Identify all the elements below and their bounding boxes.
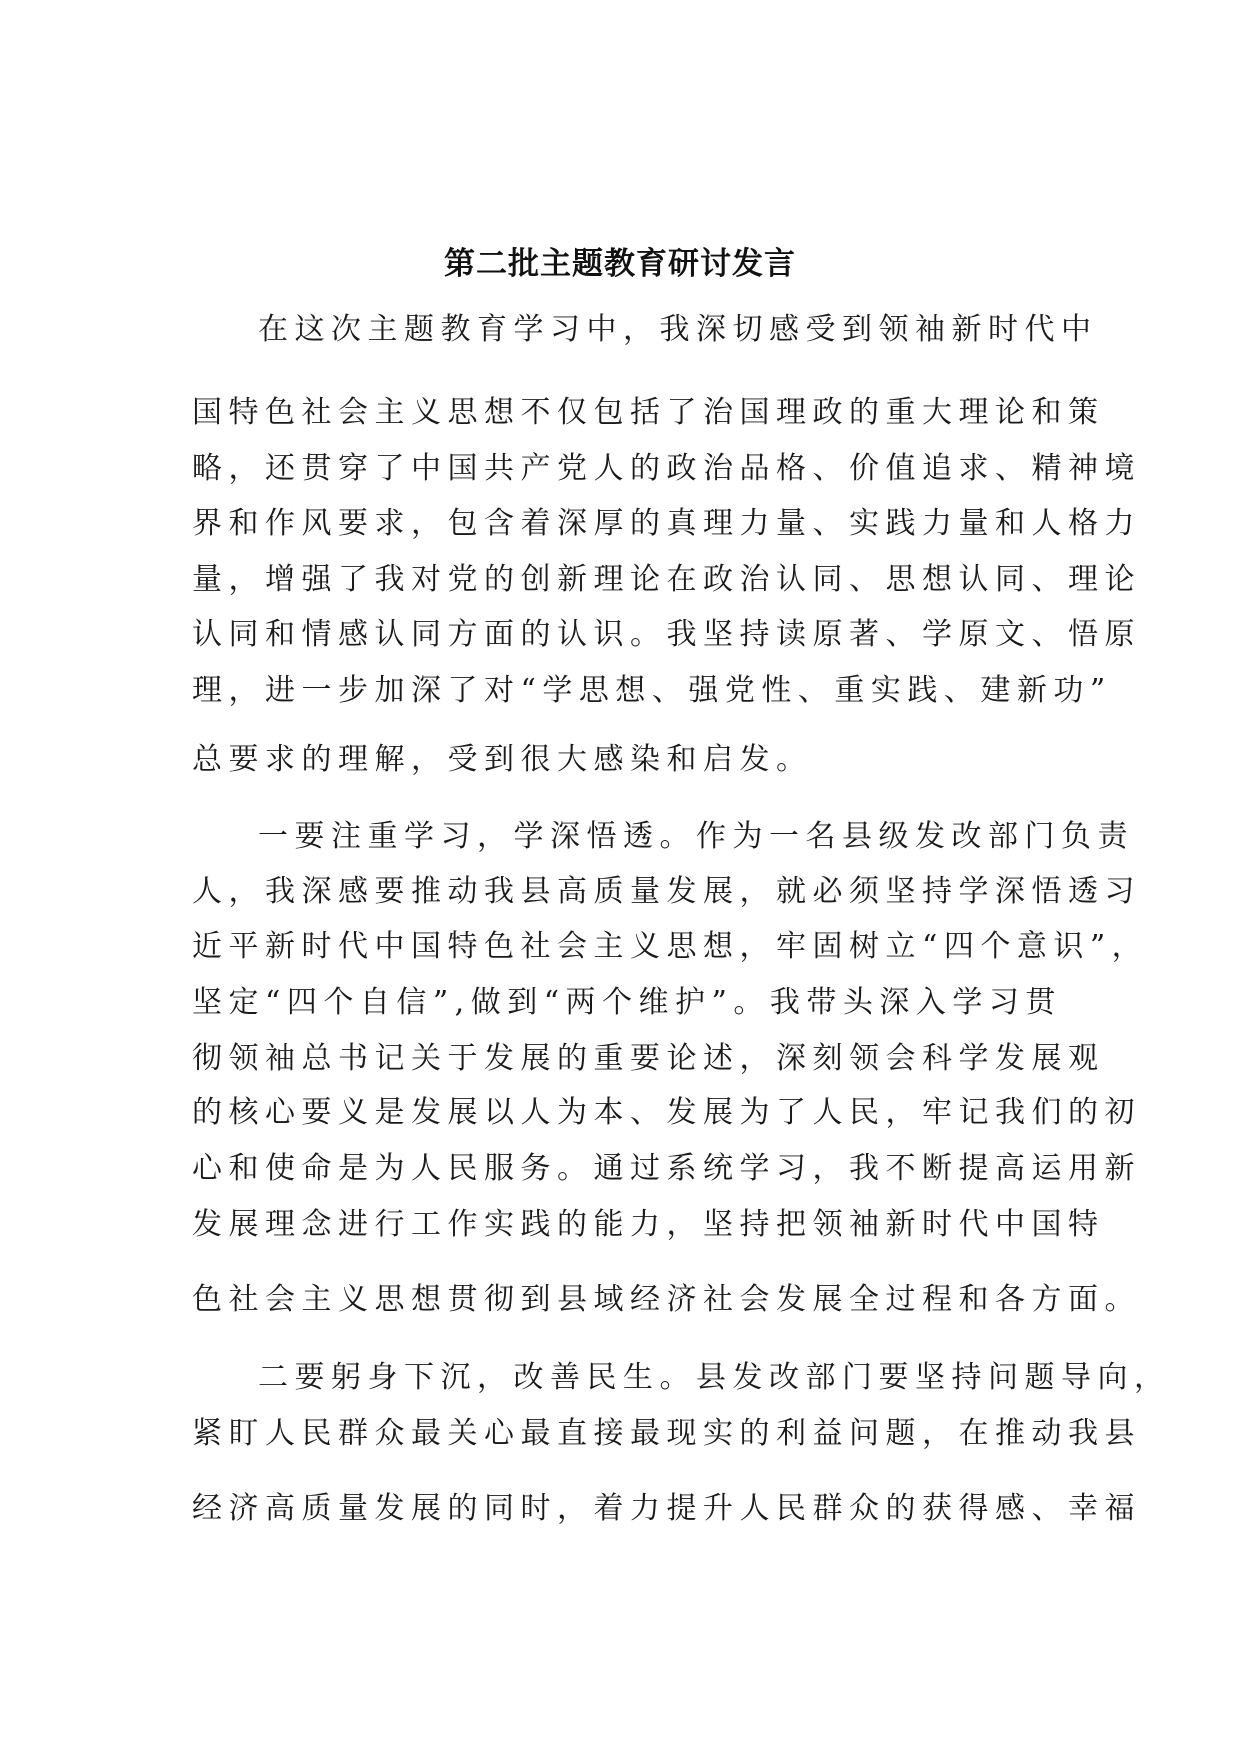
paragraph-line: 二要躬身下沉，改善民生。县发改部门要坚持问题导向， [258,1360,1171,1395]
paragraph-line: 彻领袖总书记关于发展的重要论述，深刻领会科学发展观 [192,1041,1105,1076]
paragraph-line: 一要注重学习，学深悟透。作为一名县级发改部门负责 [258,819,1134,854]
paragraph-line: 略，还贯穿了中国共产党人的政治品格、价值追求、精神境 [192,451,1141,486]
document-title: 第二批主题教育研讨发言 [444,246,796,282]
paragraph-line: 紧盯人民群众最关心最直接最现实的利益问题，在推动我县 [192,1416,1141,1451]
paragraph-line: 界和作风要求，包含着深厚的真理力量、实践力量和人格力 [192,506,1141,541]
paragraph-line: 色社会主义思想贯彻到县域经济社会发展全过程和各方面。 [192,1282,1141,1317]
paragraph-line: 发展理念进行工作实践的能力，坚持把领袖新时代中国特 [192,1207,1105,1242]
paragraph-line: 的核心要义是发展以人为本、发展为了人民，牢记我们的初 [192,1095,1141,1130]
paragraph-line: 理，进一步加深了对“学思想、强党性、重实践、建新功” [192,673,1112,708]
paragraph-line: 国特色社会主义思想不仅包括了治国理政的重大理论和策 [192,395,1105,430]
paragraph-line: 在这次主题教育学习中，我深切感受到领袖新时代中 [258,312,1098,347]
paragraph-line: 坚定“四个自信”,做到“两个维护”。我带头深入学习贯 [192,985,1062,1020]
paragraph-line: 总要求的理解，受到很大感染和启发。 [192,742,813,777]
paragraph-line: 量，增强了我对党的创新理论在政治认同、思想认同、理论 [192,562,1141,597]
paragraph-line: 人，我深感要推动我县高质量发展，就必须坚持学深悟透习 [192,874,1141,909]
paragraph-line: 经济高质量发展的同时，着力提升人民群众的获得感、幸福 [192,1491,1141,1526]
paragraph-line: 心和使命是为人民服务。通过系统学习，我不断提高运用新 [192,1151,1141,1186]
paragraph-line: 近平新时代中国特色社会主义思想，牢固树立“四个意识”， [192,929,1149,964]
paragraph-line: 认同和情感认同方面的认识。我坚持读原著、学原文、悟原 [192,617,1141,652]
